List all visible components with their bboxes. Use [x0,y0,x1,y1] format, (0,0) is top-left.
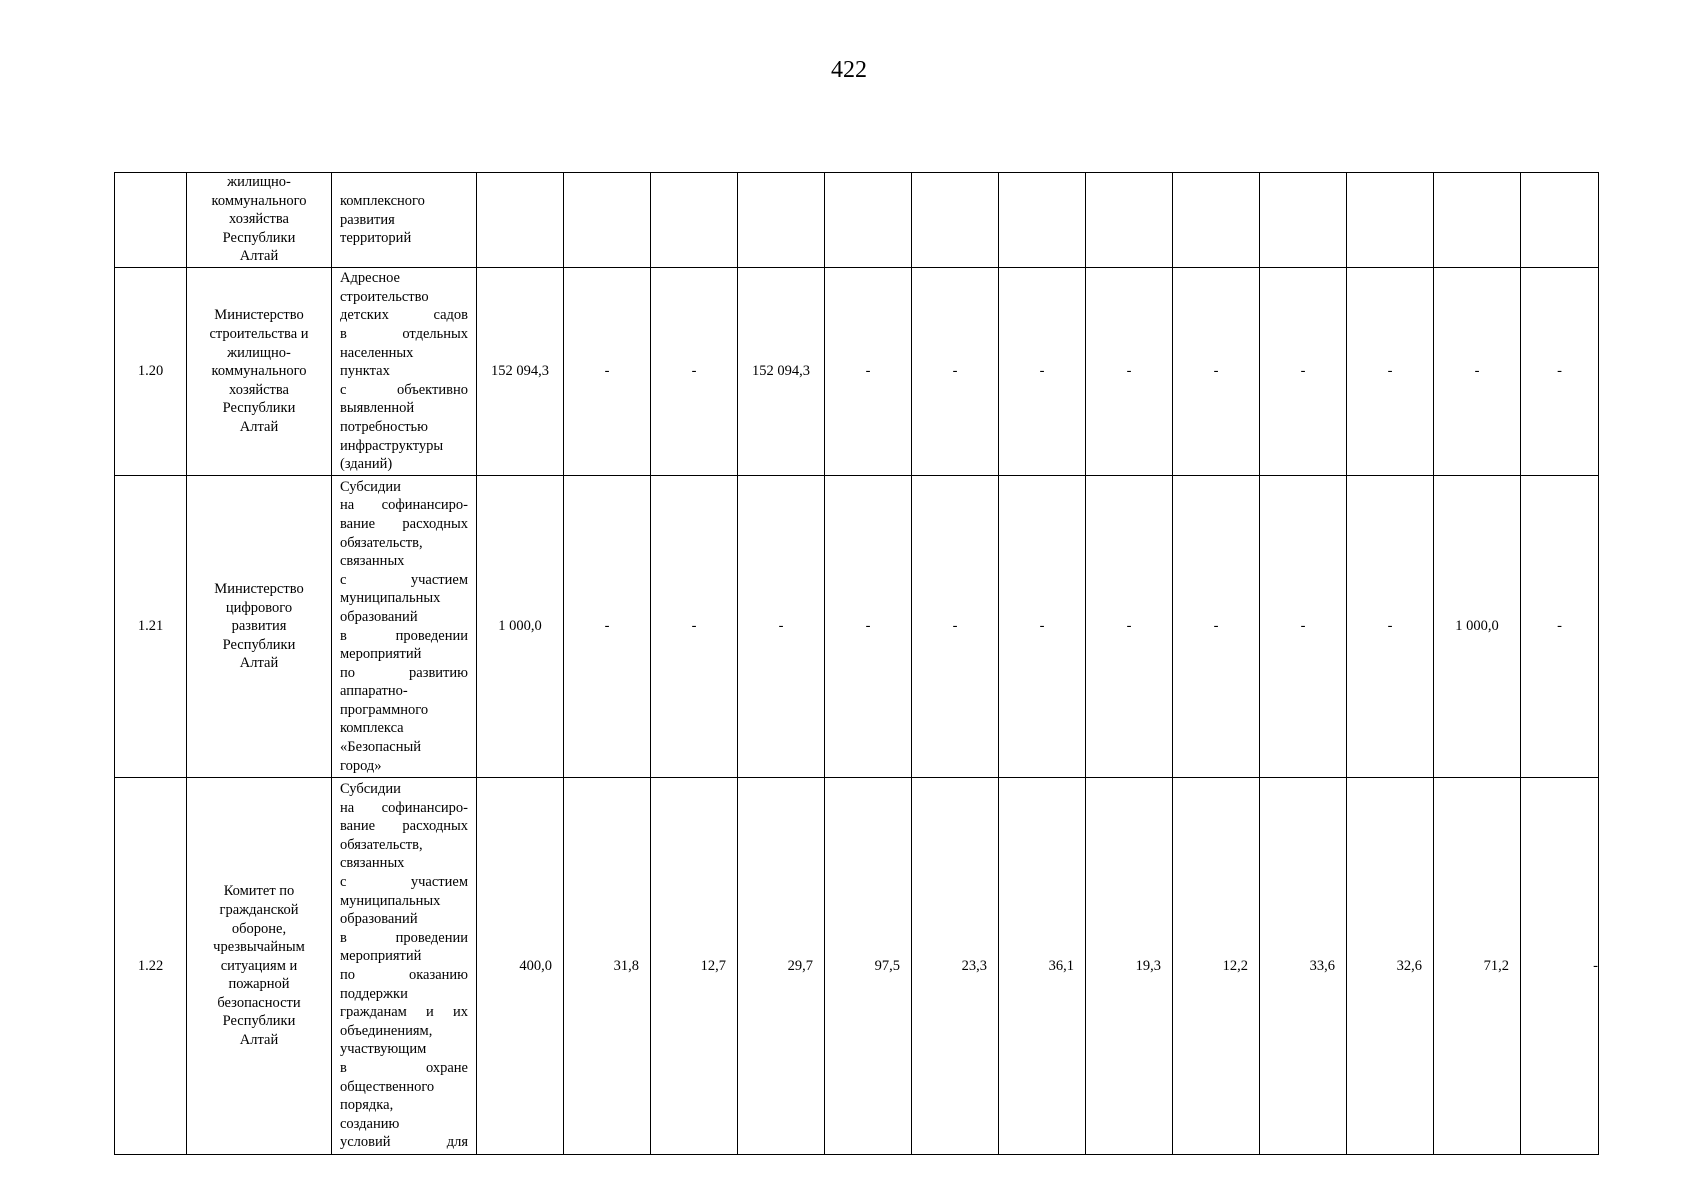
description-line: комплексного [340,193,425,210]
description-line: Адресное [340,270,400,287]
organization-line: ситуациям и [220,957,298,974]
value-cell: - [1347,476,1434,778]
description-line: вание расходных [340,515,468,532]
organization-line: хозяйства [229,211,289,228]
organization-line: цифрового [225,599,293,616]
value-cell [1347,173,1434,268]
table-body [115,173,1599,1155]
value-cell: 12,2 [1173,778,1260,1155]
value-cell: - [1521,268,1599,476]
description-line: по оказанию [340,967,468,983]
organization-line: Алтай [239,1032,279,1049]
description-line: комплекса [340,720,404,737]
description-line: муниципальных [340,892,441,909]
value-cell: - [651,476,738,778]
description-line: Субсидии [340,781,401,798]
value-cell: 33,6 [1260,778,1347,1155]
value-cell: - [738,476,825,778]
value-cell: - [1260,268,1347,476]
table-row [115,476,1599,778]
measure-description [332,173,477,268]
budget-table [114,172,1599,1155]
description-line: порядка, [340,1097,394,1114]
value-cell: - [999,268,1086,476]
description-line: программного [340,701,429,718]
responsible-organization [187,173,332,268]
value-cell: 12,7 [651,778,738,1155]
organization-line: Алтай [239,418,279,435]
responsible-organization [187,268,332,476]
value-cell: - [825,268,912,476]
organization-line: Республики [222,229,296,246]
description-line: развития [340,211,395,228]
value-cell: 1 000,0 [1434,476,1521,778]
value-cell: 152 094,3 [738,268,825,476]
organization-line: Алтай [239,655,279,672]
organization-line: Министерство [214,307,304,324]
organization-line: Комитет по [223,883,295,900]
value-cell: - [1521,778,1599,1155]
description-line: строительство [340,288,429,305]
description-line: выявленной [340,400,415,417]
value-cell: 23,3 [912,778,999,1155]
description-line: по развитию [340,664,468,681]
description-line: инфраструктуры [340,437,444,454]
value-cell: 1 000,0 [477,476,564,778]
value-cell: - [1521,476,1599,778]
description-line: общественного [340,1078,435,1095]
row-number [115,173,187,268]
organization-line: гражданской [219,901,299,918]
description-line: обязательств, [340,534,423,551]
value-cell [825,173,912,268]
value-cell: - [1173,476,1260,778]
table-row [115,268,1599,476]
row-number: 1.22 [115,778,187,1155]
description-line: территорий [340,230,412,247]
description-line: с участием [340,571,468,588]
description-line: в охране [340,1059,468,1076]
organization-line: Алтай [239,248,279,265]
organization-line: хозяйства [229,381,289,398]
value-cell [1086,173,1173,268]
description-line: детских садов [340,307,468,324]
description-line: в проведении [340,627,468,644]
value-cell [564,173,651,268]
description-line: с участием [340,874,468,891]
description-line: связанных [340,855,405,872]
value-cell: 152 094,3 [477,268,564,476]
description-line: участвующим [340,1041,427,1058]
value-cell: 19,3 [1086,778,1173,1155]
description-line: мероприятий [340,646,422,663]
table-row [115,173,1599,268]
value-cell: - [912,476,999,778]
description-line: образований [340,911,418,928]
value-cell [651,173,738,268]
value-cell: - [912,268,999,476]
table-row [115,778,1599,1155]
description-line: населенных [340,344,414,361]
description-line: поддержки [340,985,408,1002]
description-line: образований [340,608,418,625]
organization-line: строительства и [209,326,309,343]
organization-line: обороне, [231,920,287,937]
value-cell: - [1086,268,1173,476]
value-cell [1260,173,1347,268]
responsible-organization [187,778,332,1155]
description-line: с объективно [340,381,468,398]
measure-description [332,268,477,476]
value-cell [477,173,564,268]
value-cell: - [564,268,651,476]
organization-line: жилищно- [227,344,291,361]
value-cell: - [564,476,651,778]
organization-line: Республики [222,400,296,417]
description-line: «Безопасный [340,739,421,756]
value-cell: 32,6 [1347,778,1434,1155]
value-cell [738,173,825,268]
description-line: объединениям, [340,1022,433,1039]
value-cell: - [1086,476,1173,778]
organization-line: Министерство [214,581,304,598]
row-number: 1.21 [115,476,187,778]
description-line: в отдельных [340,326,468,343]
value-cell: - [1434,268,1521,476]
value-cell [1434,173,1521,268]
value-cell: - [1173,268,1260,476]
organization-line: Республики [222,636,296,653]
value-cell: 31,8 [564,778,651,1155]
organization-line: пожарной [228,976,290,993]
value-cell: 97,5 [825,778,912,1155]
description-line: в проведении [340,929,468,946]
value-cell: 400,0 [477,778,564,1155]
value-cell: - [825,476,912,778]
description-line: пунктах [340,363,390,380]
description-line: созданию [340,1115,400,1132]
description-line: на софинансиро- [340,799,468,816]
description-line: на софинансиро- [340,497,468,514]
value-cell [999,173,1086,268]
value-cell: 29,7 [738,778,825,1155]
organization-line: развития [231,618,287,635]
description-line: Субсидии [340,478,401,495]
value-cell [1521,173,1599,268]
value-cell: - [1347,268,1434,476]
description-line: потребностью [340,418,428,435]
value-cell: - [1260,476,1347,778]
responsible-organization [187,476,332,778]
value-cell: 36,1 [999,778,1086,1155]
description-line: аппаратно- [340,683,408,700]
row-number: 1.20 [115,268,187,476]
organization-line: безопасности [217,994,301,1011]
description-line: мероприятий [340,948,422,965]
organization-line: чрезвычайным [213,939,305,956]
description-line: город» [340,757,382,774]
description-line: гражданам и их [340,1004,468,1021]
description-line: обязательств, [340,836,423,853]
organization-line: коммунального [211,192,307,209]
value-cell: 71,2 [1434,778,1521,1155]
value-cell [1173,173,1260,268]
organization-line: жилищно- [227,174,291,190]
value-cell: - [651,268,738,476]
value-cell: - [999,476,1086,778]
measure-description [332,476,477,778]
organization-line: Республики [222,1013,296,1030]
description-line: связанных [340,553,405,570]
organization-line: коммунального [211,363,307,380]
page-number: 422 [831,57,867,83]
description-line: (зданий) [340,456,393,473]
description-line: условий для [340,1134,468,1151]
description-line: муниципальных [340,590,441,607]
measure-description [332,778,477,1155]
value-cell [912,173,999,268]
description-line: вание расходных [340,818,468,835]
